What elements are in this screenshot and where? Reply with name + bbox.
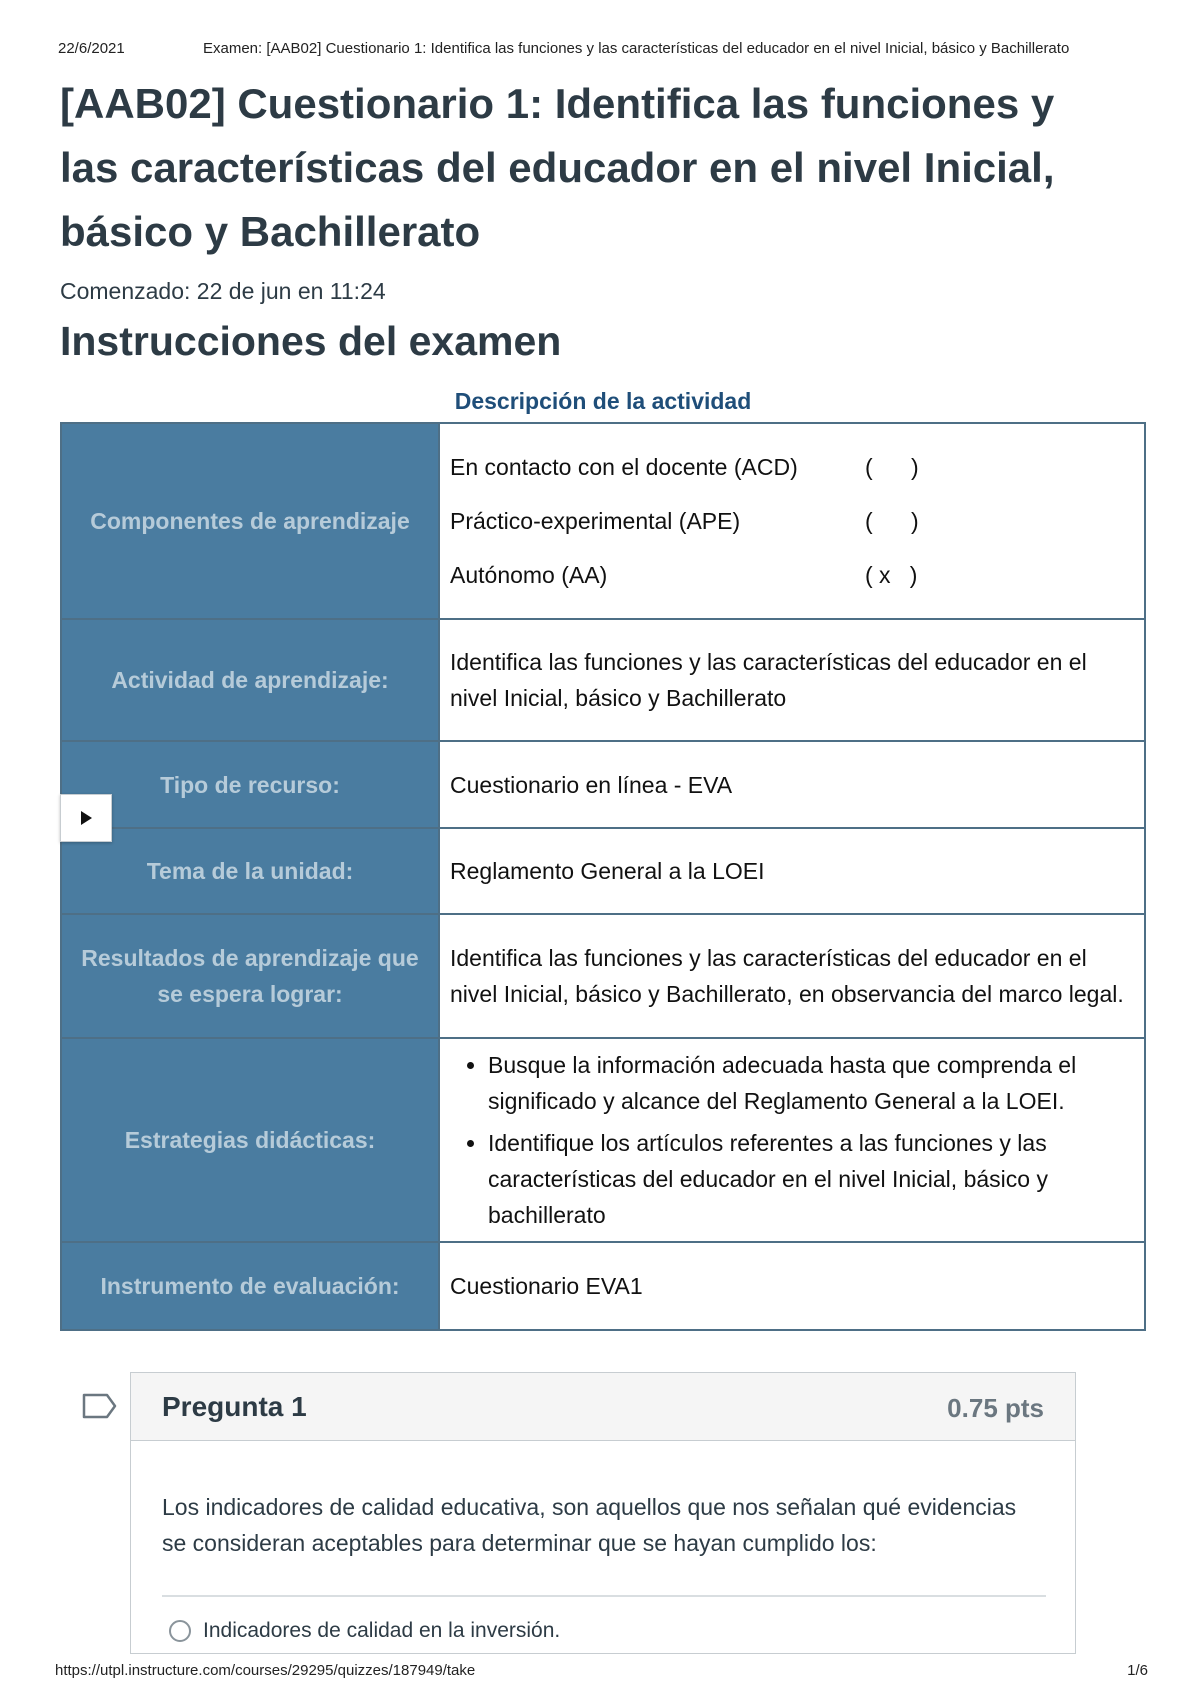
components-label: Componentes de aprendizaje bbox=[61, 423, 439, 619]
component-name: En contacto con el docente (ACD) bbox=[450, 454, 798, 480]
print-url: https://utpl.instructure.com/courses/29295/quizzes/187949/take bbox=[55, 1662, 476, 1679]
resource-value: Cuestionario en línea - EVA bbox=[439, 741, 1145, 828]
table-row bbox=[61, 741, 1145, 828]
list-item: • Busque la información adecuada hasta que comprenda el significado y alcance del Reglamento General a la LOEI. bbox=[488, 1047, 1134, 1119]
strategies-label: Estrategias didácticas: bbox=[61, 1038, 439, 1242]
print-date: 22/6/2021 bbox=[58, 40, 125, 57]
activity-caption: Descripción de la actividad bbox=[454, 388, 752, 414]
topic-label: Tema de la unidad: bbox=[61, 828, 439, 914]
table-row bbox=[61, 619, 1145, 741]
started-timestamp: Comenzado: 22 de jun en 11:24 bbox=[60, 278, 386, 304]
results-label: Resultados de aprendizaje que se espera lograr: bbox=[61, 914, 439, 1038]
topic-value: Reglamento General a la LOEI bbox=[439, 828, 1145, 914]
strategies-list bbox=[450, 1047, 1134, 1233]
component-name: Práctico-experimental (APE) bbox=[450, 508, 741, 534]
activity-description-table bbox=[60, 422, 1146, 1331]
component-item bbox=[450, 494, 1134, 548]
question-card bbox=[130, 1372, 1076, 1654]
components-value bbox=[439, 423, 1145, 619]
page-number: 1/6 bbox=[1127, 1662, 1148, 1679]
question-text: Los indicadores de calidad educativa, son aquellos que nos señalan qué evidencias se consideran aceptables para determinar que se hayan cumplido los: bbox=[162, 1494, 1017, 1556]
component-mark: ( ) bbox=[865, 508, 919, 534]
instrument-value: Cuestionario EVA1 bbox=[439, 1242, 1145, 1330]
play-button[interactable] bbox=[60, 794, 112, 842]
activity-label: Actividad de aprendizaje: bbox=[61, 619, 439, 741]
print-header bbox=[0, 40, 1200, 62]
question-header bbox=[131, 1373, 1075, 1441]
instrument-label: Instrumento de evaluación: bbox=[61, 1242, 439, 1330]
resource-label: Tipo de recurso: bbox=[61, 741, 439, 828]
results-value: Identifica las funciones y las características del educador en el nivel Inicial, básico y Bachillerato, en observancia del marco legal. bbox=[439, 914, 1145, 1038]
play-icon bbox=[78, 810, 94, 826]
question-points: 0.75 pts bbox=[947, 1393, 1044, 1423]
answer-divider bbox=[162, 1595, 1046, 1597]
question-title: Pregunta 1 bbox=[162, 1391, 307, 1422]
table-row bbox=[61, 1038, 1145, 1242]
print-document-title: Examen: [AAB02] Cuestionario 1: Identifica las funciones y las características del educador en el nivel Inicial, básico y Bachillerato bbox=[203, 40, 1070, 57]
answer-label: Indicadores de calidad en la inversión. bbox=[203, 1619, 561, 1642]
component-item bbox=[450, 548, 1134, 602]
component-name: Autónomo (AA) bbox=[450, 562, 608, 588]
table-row bbox=[61, 828, 1145, 914]
page-title: [AAB02] Cuestionario 1: Identifica las funciones y las características del educador en el nivel Inicial, básico y Bachillerato bbox=[60, 80, 1055, 255]
component-mark: ( x ) bbox=[865, 562, 918, 588]
table-row bbox=[61, 1242, 1145, 1330]
radio-icon[interactable] bbox=[169, 1620, 191, 1642]
strategies-value bbox=[439, 1038, 1145, 1242]
instructions-heading: Instrucciones del examen bbox=[60, 318, 562, 364]
answer-option[interactable] bbox=[169, 1619, 560, 1643]
component-item bbox=[450, 440, 1134, 494]
activity-value: Identifica las funciones y las características del educador en el nivel Inicial, básico y Bachillerato bbox=[439, 619, 1145, 741]
print-footer bbox=[0, 1662, 1200, 1684]
table-row bbox=[61, 423, 1145, 619]
list-item: • Identifique los artículos referentes a las funciones y las características del educador en el nivel Inicial, básico y bachillerato bbox=[488, 1125, 1134, 1233]
component-mark: ( ) bbox=[865, 454, 919, 480]
question-flag-icon[interactable] bbox=[82, 1392, 118, 1420]
table-row bbox=[61, 914, 1145, 1038]
